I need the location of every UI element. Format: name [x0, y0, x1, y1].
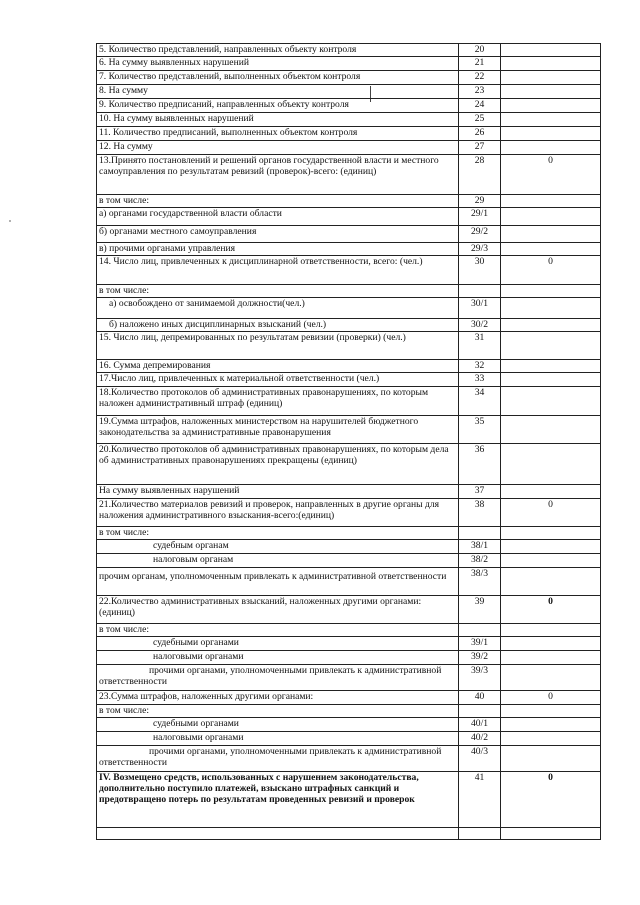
- row-label: в том числе:: [97, 527, 459, 540]
- row-code: 40/2: [459, 732, 501, 746]
- row-code: 24: [459, 99, 501, 113]
- row-value: [501, 444, 601, 485]
- row-label: 10. На сумму выявленных нарушений: [97, 113, 459, 127]
- row-label: 6. На сумму выявленных нарушений: [97, 57, 459, 71]
- row-code: 23: [459, 85, 501, 99]
- table-row: [97, 113, 601, 127]
- table-row: [97, 485, 601, 499]
- row-label: 22.Количество административных взысканий, наложенных другими органами: (единиц): [97, 596, 459, 624]
- row-value: [501, 637, 601, 651]
- row-value: [501, 732, 601, 746]
- row-label: 14. Число лиц, привлеченных к дисциплинарной ответственности, всего: (чел.): [97, 256, 459, 285]
- table-row: [97, 285, 601, 298]
- row-label: [97, 746, 459, 772]
- table-row: [97, 540, 601, 554]
- row-label: На сумму выявленных нарушений: [97, 485, 459, 499]
- table-row: [97, 651, 601, 665]
- row-label: 20.Количество протоколов об административных правонарушениях, по которым дела об административных правонарушениях прекращены (единиц): [97, 444, 459, 485]
- row-value: [501, 718, 601, 732]
- row-value: [501, 373, 601, 387]
- table-row: [97, 499, 601, 527]
- row-code: 41: [459, 772, 501, 828]
- table-row: [97, 665, 601, 691]
- row-value: 0: [501, 691, 601, 705]
- table-row: [97, 568, 601, 596]
- row-code: 29/3: [459, 243, 501, 256]
- row-value: [501, 195, 601, 208]
- row-value: [501, 141, 601, 155]
- row-value: [501, 113, 601, 127]
- row-value: [501, 44, 601, 57]
- table-row: [97, 243, 601, 256]
- row-label: налоговыми органами: [97, 651, 459, 665]
- row-label: 16. Сумма депремирования: [97, 360, 459, 373]
- row-label: в том числе:: [97, 624, 459, 637]
- table-row: [97, 718, 601, 732]
- row-label: 23.Сумма штрафов, наложенных другими органами:: [97, 691, 459, 705]
- row-code: 27: [459, 141, 501, 155]
- row-code: 25: [459, 113, 501, 127]
- table-row: [97, 637, 601, 651]
- table-row: [97, 373, 601, 387]
- row-value: [501, 540, 601, 554]
- row-label: прочим органам, уполномоченным привлекать к административной ответственности: [97, 568, 459, 596]
- row-value: [501, 828, 601, 840]
- row-value: 0: [501, 772, 601, 828]
- row-value: [501, 568, 601, 596]
- table-row: [97, 624, 601, 637]
- row-code: 31: [459, 332, 501, 360]
- row-label: 9. Количество предписаний, направленных объекту контроля: [97, 99, 459, 113]
- row-code: 40/3: [459, 746, 501, 772]
- row-code: 39/1: [459, 637, 501, 651]
- table-row: [97, 705, 601, 718]
- row-value: [501, 485, 601, 499]
- table-row: [97, 596, 601, 624]
- row-code: 39/3: [459, 665, 501, 691]
- row-code: [459, 624, 501, 637]
- table-row: [97, 298, 601, 319]
- row-label: [97, 665, 459, 691]
- row-value: 0: [501, 596, 601, 624]
- row-value: [501, 298, 601, 319]
- row-code: 38/1: [459, 540, 501, 554]
- row-code: 38/2: [459, 554, 501, 568]
- row-value: [501, 387, 601, 416]
- table-row: [97, 71, 601, 85]
- row-value: [501, 746, 601, 772]
- row-value: [501, 665, 601, 691]
- table-row: [97, 127, 601, 141]
- row-label: в том числе:: [97, 285, 459, 298]
- row-code: 40: [459, 691, 501, 705]
- table-row: [97, 44, 601, 57]
- row-label: б) наложено иных дисциплинарных взысканий (чел.): [97, 319, 459, 332]
- row-code: 33: [459, 373, 501, 387]
- table-row: [97, 772, 601, 828]
- row-value: [501, 416, 601, 444]
- row-label-text: прочими органами, уполномоченными привлекать к административной ответственности: [99, 746, 442, 768]
- table-row: [97, 256, 601, 285]
- table-row: [97, 691, 601, 705]
- row-value: 0: [501, 256, 601, 285]
- row-label: в) прочими органами управления: [97, 243, 459, 256]
- row-code: 32: [459, 360, 501, 373]
- table-row: [97, 208, 601, 226]
- row-code: 30/1: [459, 298, 501, 319]
- row-code: 30: [459, 256, 501, 285]
- row-label: судебным органам: [97, 540, 459, 554]
- row-value: 0: [501, 155, 601, 195]
- row-value: [501, 705, 601, 718]
- table-row: [97, 732, 601, 746]
- row-code: 26: [459, 127, 501, 141]
- row-code: [459, 285, 501, 298]
- row-code: [459, 828, 501, 840]
- row-code: 38/3: [459, 568, 501, 596]
- row-value: [501, 285, 601, 298]
- table-row: [97, 332, 601, 360]
- row-code: 29: [459, 195, 501, 208]
- row-code: 36: [459, 444, 501, 485]
- row-value: [501, 226, 601, 243]
- row-label: судебными органами: [97, 718, 459, 732]
- table-row: [97, 319, 601, 332]
- row-code: 39/2: [459, 651, 501, 665]
- row-value: 0: [501, 499, 601, 527]
- row-label-text: прочими органами, уполномоченными привлекать к административной ответственности: [99, 665, 442, 687]
- row-value: [501, 243, 601, 256]
- table-row: [97, 444, 601, 485]
- row-label: в том числе:: [97, 705, 459, 718]
- row-code: 29/1: [459, 208, 501, 226]
- row-value: [501, 527, 601, 540]
- row-value: [501, 332, 601, 360]
- row-value: [501, 208, 601, 226]
- row-code: 35: [459, 416, 501, 444]
- table-row: [97, 141, 601, 155]
- row-value: [501, 651, 601, 665]
- row-value: [501, 99, 601, 113]
- table-row: [97, 387, 601, 416]
- row-label: б) органами местного самоуправления: [97, 226, 459, 243]
- table-row: [97, 99, 601, 113]
- table-row: [97, 195, 601, 208]
- row-code: 40/1: [459, 718, 501, 732]
- row-label: 11. Количество предписаний, выполненных объектом контроля: [97, 127, 459, 141]
- row-label: [97, 828, 459, 840]
- row-code: 30/2: [459, 319, 501, 332]
- row-label: 18.Количество протоколов об административных правонарушениях, по которым наложен административный штраф (единиц): [97, 387, 459, 416]
- table-row: [97, 226, 601, 243]
- row-label: 7. Количество представлений, выполненных объектом контроля: [97, 71, 459, 85]
- row-label: а) освобождено от занимаемой должности(чел.): [97, 298, 459, 319]
- margin-dot: [9, 220, 11, 222]
- row-label: IV. Возмещено средств, использованных с нарушением законодательства, дополнительно поступило платежей, взыскано штрафных санкций и предотвращено потерь по результатам проведенных ревизий и проверок: [97, 772, 459, 828]
- row-code: [459, 527, 501, 540]
- table-row: [97, 85, 601, 99]
- row-value: [501, 360, 601, 373]
- table-row: [97, 155, 601, 195]
- row-label: 15. Число лиц, депремированных по результатам ревизии (проверки) (чел.): [97, 332, 459, 360]
- row-value: [501, 319, 601, 332]
- row-label: судебными органами: [97, 637, 459, 651]
- row-label: налоговыми органами: [97, 732, 459, 746]
- row-code: 34: [459, 387, 501, 416]
- row-code: 39: [459, 596, 501, 624]
- row-code: 38: [459, 499, 501, 527]
- row-label: 17.Число лиц, привлеченных к материальной ответственности (чел.): [97, 373, 459, 387]
- row-label: 21.Количество материалов ревизий и проверок, направленных в другие органы для наложения административного взыскания-всего:(единиц): [97, 499, 459, 527]
- row-value: [501, 85, 601, 99]
- table-row: [97, 828, 601, 840]
- row-code: 20: [459, 44, 501, 57]
- row-value: [501, 127, 601, 141]
- table-row: [97, 57, 601, 71]
- report-table: [96, 43, 601, 840]
- row-label: 12. На сумму: [97, 141, 459, 155]
- row-label: 5. Количество представлений, направленных объекту контроля: [97, 44, 459, 57]
- row-value: [501, 71, 601, 85]
- row-code: 22: [459, 71, 501, 85]
- row-label: налоговым органам: [97, 554, 459, 568]
- row-label: в том числе:: [97, 195, 459, 208]
- table-row: [97, 527, 601, 540]
- row-code: [459, 705, 501, 718]
- row-code: 28: [459, 155, 501, 195]
- row-label: 19.Сумма штрафов, наложенных министерством на нарушителей бюджетного законодательства за административные правонарушения: [97, 416, 459, 444]
- row-value: [501, 57, 601, 71]
- row-label: 13.Принято постановлений и решений органов государственной власти и местного самоуправления по результатам ревизий (проверок)-всего: (единиц): [97, 155, 459, 195]
- table-row: [97, 554, 601, 568]
- row-label: а) органами государственной власти области: [97, 208, 459, 226]
- row-value: [501, 624, 601, 637]
- table-row: [97, 416, 601, 444]
- row-value: [501, 554, 601, 568]
- row-code: 37: [459, 485, 501, 499]
- row-label: 8. На сумму: [97, 85, 459, 99]
- row-code: 21: [459, 57, 501, 71]
- table-row: [97, 746, 601, 772]
- row-code: 29/2: [459, 226, 501, 243]
- table-row: [97, 360, 601, 373]
